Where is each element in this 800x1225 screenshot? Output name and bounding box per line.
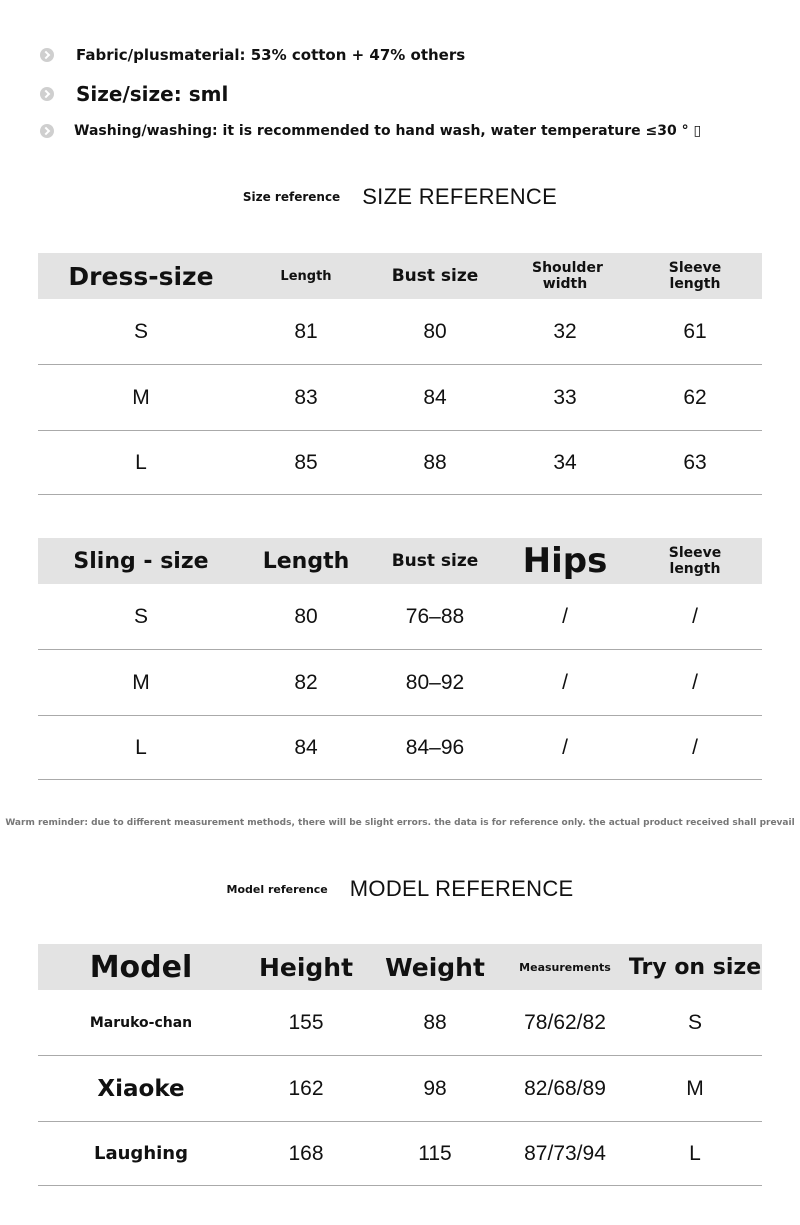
- cell-model-name: Xiaoke: [97, 1075, 185, 1102]
- model-reference-heading: [0, 876, 800, 902]
- cell-bust: 84: [423, 385, 447, 409]
- header-sleeve-length: Sleeve length: [668, 260, 722, 292]
- cell-length: 83: [294, 385, 318, 409]
- cell-size: M: [132, 385, 150, 409]
- header-height: Height: [258, 952, 354, 982]
- cell-size: L: [135, 735, 147, 759]
- size-reference-title: SIZE REFERENCE: [362, 184, 558, 209]
- table-header: [38, 944, 762, 990]
- cell-bust: 88: [423, 450, 447, 474]
- cell-bust: 76–88: [405, 604, 465, 628]
- cell-hips: /: [562, 604, 568, 628]
- table-row: [38, 650, 762, 716]
- cell-measurements: 78/62/82: [524, 1010, 606, 1034]
- header-dress-size: Dress-size: [68, 261, 214, 291]
- header-sleeve-length: Sleeve length: [668, 545, 722, 577]
- table-header: [38, 253, 762, 299]
- table-row: [38, 299, 762, 365]
- header-bust-size: Bust size: [391, 551, 479, 571]
- table-row: [38, 990, 762, 1056]
- fabric-info: [40, 46, 465, 64]
- cell-bust: 80–92: [405, 670, 465, 694]
- size-reference-heading: [0, 184, 800, 210]
- header-try-on-size: Try on size: [628, 954, 762, 980]
- chevron-right-circle-icon: [40, 48, 54, 62]
- cell-measurements: 87/73/94: [524, 1141, 606, 1165]
- chevron-right-circle-icon: [40, 87, 54, 101]
- cell-sleeve: 63: [683, 450, 707, 474]
- sling-size-table: [38, 538, 762, 780]
- fabric-text: Fabric/plusmaterial: 53% cotton + 47% others: [76, 46, 466, 64]
- dress-size-table: [38, 253, 762, 495]
- cell-sleeve: 61: [683, 319, 707, 343]
- cell-sleeve: 62: [683, 385, 707, 409]
- table-row: [38, 365, 762, 431]
- cell-sleeve: /: [692, 604, 698, 628]
- model-table: [38, 944, 762, 1186]
- cell-height: 168: [288, 1141, 324, 1165]
- cell-hips: /: [562, 735, 568, 759]
- cell-length: 84: [294, 735, 318, 759]
- header-length: Length: [262, 548, 350, 574]
- cell-hips: /: [562, 670, 568, 694]
- header-hips: Hips: [522, 541, 608, 581]
- cell-weight: 115: [418, 1141, 452, 1165]
- cell-size: S: [133, 319, 148, 343]
- header-bust-size: Bust size: [391, 266, 479, 286]
- cell-bust: 84–96: [405, 735, 465, 759]
- model-reference-small: Model reference: [226, 882, 328, 896]
- size-text: Size/size: sml: [76, 82, 229, 106]
- cell-height: 162: [288, 1076, 324, 1100]
- table-row: [38, 584, 762, 650]
- header-shoulder-width: Shoulder width: [532, 260, 603, 292]
- size-reference-small: Size reference: [242, 190, 341, 204]
- cell-sleeve: /: [692, 735, 698, 759]
- cell-size: S: [133, 604, 148, 628]
- cell-try-on-size: L: [689, 1141, 701, 1165]
- cell-shoulder: 34: [553, 450, 577, 474]
- cell-weight: 88: [423, 1010, 447, 1034]
- header-weight: Weight: [385, 952, 485, 982]
- cell-try-on-size: S: [687, 1010, 702, 1034]
- table-row: [38, 716, 762, 780]
- table-header: [38, 538, 762, 584]
- table-row: [38, 1122, 762, 1186]
- cell-weight: 98: [423, 1076, 447, 1100]
- header-length: Length: [280, 268, 332, 284]
- header-model: Model: [89, 949, 193, 985]
- washing-info: [40, 123, 701, 139]
- cell-try-on-size: M: [686, 1076, 704, 1100]
- cell-size: M: [132, 670, 150, 694]
- cell-model-name: Laughing: [94, 1143, 188, 1164]
- cell-shoulder: 33: [553, 385, 577, 409]
- cell-model-name: Maruko-chan: [89, 1014, 193, 1031]
- cell-sleeve: /: [692, 670, 698, 694]
- cell-bust: 80: [423, 319, 447, 343]
- cell-length: 80: [294, 604, 318, 628]
- chevron-right-circle-icon: [40, 124, 54, 138]
- header-sling-size: Sling - size: [73, 548, 209, 574]
- cell-height: 155: [288, 1010, 324, 1034]
- washing-text: Washing/washing: it is recommended to hand wash, water temperature ≤30 ° ▯: [74, 123, 702, 139]
- table-row: [38, 1056, 762, 1122]
- cell-length: 82: [294, 670, 318, 694]
- cell-size: L: [135, 450, 147, 474]
- table-row: [38, 431, 762, 495]
- cell-measurements: 82/68/89: [524, 1076, 606, 1100]
- header-measurements: Measurements: [519, 960, 611, 974]
- cell-length: 85: [294, 450, 318, 474]
- size-info: [40, 82, 228, 106]
- model-reference-title: MODEL REFERENCE: [349, 876, 574, 901]
- cell-length: 81: [294, 319, 318, 343]
- cell-shoulder: 32: [553, 319, 577, 343]
- warm-reminder: Warm reminder: due to different measurement methods, there will be slight errors. the data is for reference only. the actual product received shall prevail: [5, 818, 795, 828]
